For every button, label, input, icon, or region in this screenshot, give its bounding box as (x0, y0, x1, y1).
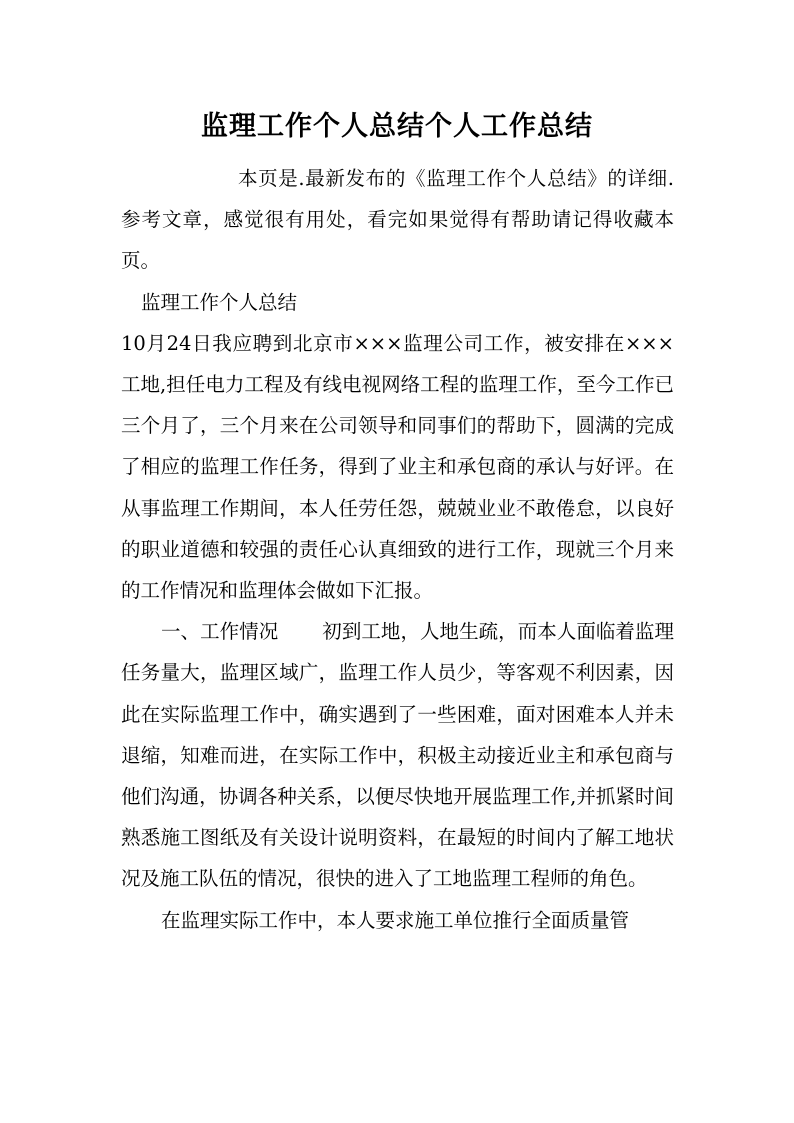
document-body (121, 158, 674, 941)
body-paragraph-2 (121, 611, 674, 899)
section-1-heading: 一、工作情况 (161, 620, 279, 644)
section-1-text: 初到工地，人地生疏，而本人面临着监理任务量大，监理区域广，监理工作人员少，等客观不利因素，因此在实际监理工作中，确实遇到了一些困难，面对困难本人并未退缩，知难而进，在实际工作中，积极主动接近业主和承包商与他们沟通，协调各种关系，以便尽快地开展监理工作,并抓紧时间熟悉施工图纸及有关设计说明资料，在最短的时间内了解工地状况及施工队伍的情况，很快的进入了工地监理工程师的角色。 (121, 620, 674, 891)
intro-paragraph: 本页是.最新发布的《监理工作个人总结》的详细.参考文章，感觉很有用处，看完如果觉得有帮助请记得收藏本页。 (121, 167, 674, 273)
section-subheading: 监理工作个人总结 (141, 290, 298, 314)
body-paragraph-3: 在监理实际工作中，本人要求施工单位推行全面质量管 (161, 908, 630, 932)
document-title: 监理工作个人总结个人工作总结 (201, 111, 593, 142)
body-paragraph-1: 10月24日我应聘到北京市×××监理公司工作，被安排在×××工地,担任电力工程及有线电视网络工程的监理工作，至今工作已三个月了，三个月来在公司领导和同事们的帮助下，圆满的完成了相应的监理工作任务，得到了业主和承包商的承认与好评。在从事监理工作期间，本人任劳任怨，兢兢业业不敢倦怠，以良好的职业道德和较强的责任心认真细致的进行工作，现就三个月来的工作情况和监理体会做如下汇报。 (121, 331, 674, 603)
